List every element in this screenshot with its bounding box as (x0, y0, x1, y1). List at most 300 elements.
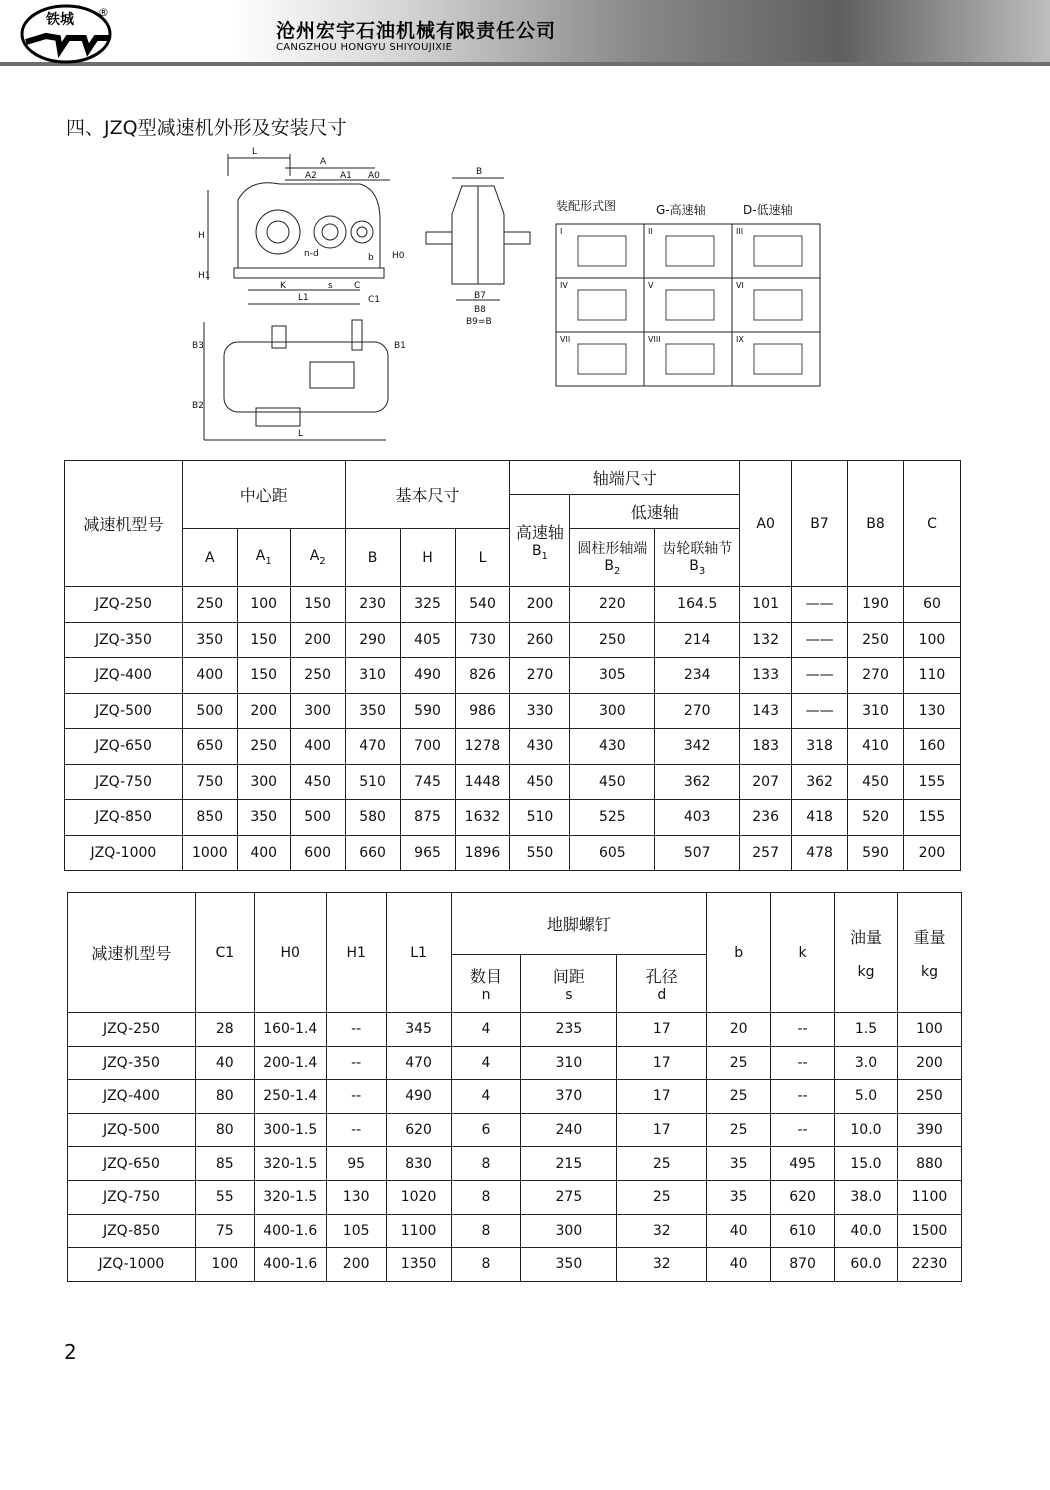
dim-B1: B1 (394, 341, 406, 351)
side-view-drawing (198, 147, 405, 305)
table-cell: 101 (740, 587, 792, 623)
table-cell: 400-1.6 (254, 1248, 326, 1282)
table-cell: 270 (848, 658, 904, 694)
table1-basic-dims-header: 基本尺寸 (345, 461, 510, 529)
table-cell: 200 (290, 622, 345, 658)
table-cell: 25 (617, 1180, 707, 1214)
table-cell: 8 (451, 1214, 521, 1248)
table-cell: 495 (771, 1147, 835, 1181)
table2-col-C1: C1 (195, 893, 254, 1013)
table-cell: 540 (455, 587, 510, 623)
table-cell: 28 (195, 1013, 254, 1047)
table-cell: 600 (290, 835, 345, 871)
assembly-num-4: IV (560, 281, 568, 290)
table-cell: 200-1.4 (254, 1046, 326, 1080)
table-cell: 25 (707, 1046, 771, 1080)
table-cell: 17 (617, 1080, 707, 1114)
table-cell: 290 (345, 622, 400, 658)
table2-spacing-header: 间距 (552, 967, 585, 986)
table-cell: 403 (655, 800, 740, 836)
table-cell: 350 (345, 693, 400, 729)
table-cell: 500 (182, 693, 237, 729)
assembly-num-6: VI (736, 281, 744, 290)
table-cell: 75 (195, 1214, 254, 1248)
front-view-drawing (426, 167, 530, 327)
table-cell: 270 (655, 693, 740, 729)
table-cell: 143 (740, 693, 792, 729)
table-cell: 235 (521, 1013, 617, 1047)
table-cell: 236 (740, 800, 792, 836)
table-cell: 510 (510, 800, 570, 836)
dim-B9: B9=B (466, 317, 492, 327)
table-cell: 160-1.4 (254, 1013, 326, 1047)
table-cell: -- (326, 1113, 386, 1147)
table1-col-B2-letter: B (604, 558, 614, 574)
table2-count-cell (451, 955, 521, 1013)
table1-model-header: 减速机型号 (65, 461, 183, 587)
table1-col-A2-letter: A (309, 548, 320, 564)
table-cell: 32 (617, 1214, 707, 1248)
table-cell: 40.0 (835, 1214, 898, 1248)
dim-b: b (368, 253, 374, 263)
table2-model-header: 减速机型号 (68, 893, 196, 1013)
table-cell: 525 (570, 800, 655, 836)
table-cell: 17 (617, 1046, 707, 1080)
table-cell: 250 (182, 587, 237, 623)
dimensions-table-1 (64, 460, 961, 871)
table-cell: 40 (195, 1046, 254, 1080)
table-cell: 35 (707, 1180, 771, 1214)
table-cell: 430 (570, 729, 655, 765)
table-cell: 200 (897, 1046, 961, 1080)
table1-col-B7: B7 (792, 461, 848, 587)
table1-col-A0: A0 (740, 461, 792, 587)
dim-H0: H0 (392, 251, 405, 261)
table-cell: 300 (521, 1214, 617, 1248)
table2-weight-unit: kg (920, 964, 938, 980)
table-cell: 850 (182, 800, 237, 836)
table-cell: 1020 (386, 1180, 451, 1214)
table-cell: 1632 (455, 800, 510, 836)
table-cell: 450 (848, 764, 904, 800)
table-cell: 620 (386, 1113, 451, 1147)
table-row (65, 729, 961, 765)
model-cell: JZQ-250 (68, 1013, 196, 1047)
dim-A0: A0 (368, 171, 380, 181)
company-logo (14, 2, 124, 64)
table2-col-L1: L1 (386, 893, 451, 1013)
table-row (68, 1214, 962, 1248)
table-cell: 215 (521, 1147, 617, 1181)
model-cell: JZQ-750 (65, 764, 183, 800)
table1-col-B3-sub: 3 (698, 566, 706, 577)
table-cell: 4 (451, 1013, 521, 1047)
model-cell: JZQ-1000 (65, 835, 183, 871)
table1-col-B8: B8 (848, 461, 904, 587)
logo-text: 铁城 (46, 12, 74, 28)
table-cell: 450 (510, 764, 570, 800)
table-cell: 430 (510, 729, 570, 765)
table-cell: 200 (510, 587, 570, 623)
table2-spacing-sym: s (565, 987, 573, 1003)
table-row (68, 1046, 962, 1080)
table1-col-C: C (903, 461, 960, 587)
table-cell: 207 (740, 764, 792, 800)
dim-A2: A2 (305, 171, 317, 181)
table-cell: 478 (792, 835, 848, 871)
table-cell: 605 (570, 835, 655, 871)
table-cell: 2230 (897, 1248, 961, 1282)
table-cell: 330 (510, 693, 570, 729)
model-cell: JZQ-350 (68, 1046, 196, 1080)
table-cell: 100 (897, 1013, 961, 1047)
table-cell: 40 (707, 1214, 771, 1248)
table-cell: 6 (451, 1113, 521, 1147)
table-cell: 300 (237, 764, 290, 800)
table-cell: 1896 (455, 835, 510, 871)
table-cell: 310 (848, 693, 904, 729)
table1-col-B2-sub: 2 (613, 566, 621, 577)
assembly-num-1: I (560, 227, 563, 236)
model-cell: JZQ-500 (68, 1113, 196, 1147)
table-row (65, 764, 961, 800)
table-cell: 318 (792, 729, 848, 765)
table-cell: 8 (451, 1180, 521, 1214)
table-cell: 405 (400, 622, 455, 658)
table1-col-B3 (655, 558, 739, 577)
table1-gear-coupling-header: 齿轮联轴节 (662, 541, 733, 557)
page-number: 2 (64, 1340, 77, 1364)
model-cell: JZQ-650 (65, 729, 183, 765)
table-row (68, 1080, 962, 1114)
table-cell: 830 (386, 1147, 451, 1181)
table-cell: 1100 (386, 1214, 451, 1248)
table1-low-speed-header: 低速轴 (570, 495, 740, 529)
table-cell: 250 (290, 658, 345, 694)
table2-count-header: 数目 (470, 967, 503, 986)
assembly-num-5: V (648, 281, 654, 290)
table1-header-row-1 (65, 461, 961, 495)
header-stripe (0, 62, 1050, 66)
table-cell: 350 (237, 800, 290, 836)
dim-L-side: L (252, 147, 258, 157)
table-cell: 183 (740, 729, 792, 765)
table-cell: 590 (400, 693, 455, 729)
dim-L1: L1 (298, 293, 309, 303)
table-row (65, 622, 961, 658)
table-cell: 325 (400, 587, 455, 623)
model-cell: JZQ-850 (65, 800, 183, 836)
assembly-d-label: D-低速轴 (743, 203, 793, 217)
company-name-cn: 沧州宏宇石油机械有限责任公司 (276, 20, 557, 42)
table-row (68, 1113, 962, 1147)
table-cell: 85 (195, 1147, 254, 1181)
section-title: 四、JZQ型减速机外形及安装尺寸 (66, 117, 347, 139)
model-cell: JZQ-400 (68, 1080, 196, 1114)
table1-high-speed-header: 高速轴 (515, 522, 564, 542)
table-cell: 25 (707, 1113, 771, 1147)
table-cell: 342 (655, 729, 740, 765)
table1-center-distance-header: 中心距 (182, 461, 345, 529)
table1-col-A1 (237, 529, 290, 587)
table-cell: 80 (195, 1080, 254, 1114)
table2-oil-cell (835, 893, 898, 1013)
table-cell: 55 (195, 1180, 254, 1214)
model-cell: JZQ-500 (65, 693, 183, 729)
table-cell: 25 (617, 1147, 707, 1181)
table-cell: 745 (400, 764, 455, 800)
table-cell: 1000 (182, 835, 237, 871)
assembly-form-diagram (556, 198, 820, 386)
table-cell: 650 (182, 729, 237, 765)
table-cell: 370 (521, 1080, 617, 1114)
table-cell: 110 (903, 658, 960, 694)
table-cell: 880 (897, 1147, 961, 1181)
table-cell: 870 (771, 1248, 835, 1282)
table-cell: 310 (345, 658, 400, 694)
table-cell: 390 (897, 1113, 961, 1147)
dim-C1: C1 (368, 295, 381, 305)
table-cell: 965 (400, 835, 455, 871)
table1-body (65, 587, 961, 871)
table1-gear-coupling-cell (655, 529, 740, 587)
table-cell: 5.0 (835, 1080, 898, 1114)
assembly-title: 装配形式图 (556, 199, 617, 213)
table2-hole-sym: d (657, 987, 667, 1003)
model-cell: JZQ-750 (68, 1180, 196, 1214)
table-cell: 20 (707, 1013, 771, 1047)
table-cell: 470 (345, 729, 400, 765)
table-cell: 250 (848, 622, 904, 658)
table-cell: -- (771, 1013, 835, 1047)
assembly-num-7: VII (560, 335, 571, 344)
dim-K: K (280, 281, 286, 291)
table-cell: 250-1.4 (254, 1080, 326, 1114)
table-cell: 500 (290, 800, 345, 836)
table-cell: 40 (707, 1248, 771, 1282)
model-cell: JZQ-250 (65, 587, 183, 623)
table-cell: 250 (570, 622, 655, 658)
top-view-drawing (192, 320, 406, 440)
table2-col-H1: H1 (326, 893, 386, 1013)
table-cell: 362 (655, 764, 740, 800)
table-cell: 507 (655, 835, 740, 871)
assembly-num-8: VIII (648, 335, 661, 344)
table-cell: 133 (740, 658, 792, 694)
table-cell: 155 (903, 800, 960, 836)
table-cell: 150 (237, 658, 290, 694)
table-cell: 17 (617, 1013, 707, 1047)
table-cell: -- (771, 1080, 835, 1114)
table-cell: 305 (570, 658, 655, 694)
registered-mark: ® (98, 6, 109, 19)
table-cell: 470 (386, 1046, 451, 1080)
table1-cylindrical-header: 圆柱形轴端 (577, 541, 648, 557)
table-cell: 450 (290, 764, 345, 800)
table1-cylindrical-cell (570, 529, 655, 587)
technical-drawings (190, 140, 830, 460)
table-cell: 580 (345, 800, 400, 836)
table1-col-B3-letter: B (689, 558, 699, 574)
table-cell: 32 (617, 1248, 707, 1282)
table2-hole-cell (617, 955, 707, 1013)
table-cell: -- (326, 1013, 386, 1047)
table-cell: -- (326, 1080, 386, 1114)
model-cell: JZQ-400 (65, 658, 183, 694)
table1-shaft-end-header: 轴端尺寸 (510, 461, 740, 495)
table-cell: —— (792, 622, 848, 658)
table-cell: 1500 (897, 1214, 961, 1248)
table-cell: 610 (771, 1214, 835, 1248)
table-cell: 310 (521, 1046, 617, 1080)
table-cell: 400 (237, 835, 290, 871)
table-cell: 25 (707, 1080, 771, 1114)
table-row (65, 835, 961, 871)
table-cell: 150 (237, 622, 290, 658)
table-cell: 160 (903, 729, 960, 765)
table-cell: 410 (848, 729, 904, 765)
table-cell: 1100 (897, 1180, 961, 1214)
table-row (68, 1013, 962, 1047)
table-cell: 620 (771, 1180, 835, 1214)
table-cell: 418 (792, 800, 848, 836)
table-cell: 164.5 (655, 587, 740, 623)
assembly-g-label: G-高速轴 (656, 203, 706, 217)
table-cell: 550 (510, 835, 570, 871)
table-cell: 300 (290, 693, 345, 729)
table1-col-B1-letter: B (531, 542, 542, 559)
model-cell: JZQ-850 (68, 1214, 196, 1248)
table-cell: 60.0 (835, 1248, 898, 1282)
table-cell: 95 (326, 1147, 386, 1181)
table-cell: 100 (903, 622, 960, 658)
table-cell: 490 (400, 658, 455, 694)
table-cell: -- (771, 1113, 835, 1147)
table-cell: 234 (655, 658, 740, 694)
table-cell: 400-1.6 (254, 1214, 326, 1248)
table-cell: 730 (455, 622, 510, 658)
table-cell: 200 (326, 1248, 386, 1282)
table-cell: 214 (655, 622, 740, 658)
table-row (68, 1248, 962, 1282)
table-cell: —— (792, 587, 848, 623)
table-cell: 270 (510, 658, 570, 694)
table-cell: 80 (195, 1113, 254, 1147)
table-cell: 155 (903, 764, 960, 800)
table-row (68, 1180, 962, 1214)
table-cell: 132 (740, 622, 792, 658)
table2-weight-cell (897, 893, 961, 1013)
dim-B3: B3 (192, 341, 204, 351)
table-cell: 400 (182, 658, 237, 694)
table-cell: 250 (897, 1080, 961, 1114)
table-cell: 660 (345, 835, 400, 871)
table-cell: 1448 (455, 764, 510, 800)
table1-col-A1-letter: A (255, 548, 266, 564)
table-cell: 257 (740, 835, 792, 871)
model-cell: JZQ-650 (68, 1147, 196, 1181)
table-row (68, 1147, 962, 1181)
table-cell: 362 (792, 764, 848, 800)
table-cell: 320-1.5 (254, 1180, 326, 1214)
table-cell: 10.0 (835, 1113, 898, 1147)
table-cell: 520 (848, 800, 904, 836)
table1-high-speed-cell (510, 495, 570, 587)
dim-L-top: L (298, 429, 304, 439)
dimensions-table-2 (67, 892, 962, 1282)
table-cell: 1278 (455, 729, 510, 765)
table2-count-sym: n (481, 987, 491, 1003)
table-cell: 4 (451, 1080, 521, 1114)
table-cell: 700 (400, 729, 455, 765)
table-cell: 350 (182, 622, 237, 658)
table-cell: 4 (451, 1046, 521, 1080)
table-cell: 100 (237, 587, 290, 623)
table-cell: 400 (290, 729, 345, 765)
table2-hole-header: 孔径 (645, 967, 678, 986)
assembly-num-3: III (736, 227, 744, 236)
page-header (0, 0, 1050, 66)
table-cell: 260 (510, 622, 570, 658)
table-cell: —— (792, 693, 848, 729)
table2-col-H0: H0 (254, 893, 326, 1013)
table-cell: 510 (345, 764, 400, 800)
table1-col-H: H (400, 529, 455, 587)
table2-col-k: k (771, 893, 835, 1013)
table-cell: 750 (182, 764, 237, 800)
table-cell: 15.0 (835, 1147, 898, 1181)
table-cell: 590 (848, 835, 904, 871)
table-cell: -- (771, 1046, 835, 1080)
table1-col-B1 (510, 543, 569, 562)
dim-A: A (320, 157, 327, 167)
table2-header-row-1 (68, 893, 962, 955)
assembly-num-9: IX (736, 335, 744, 344)
table-cell: 17 (617, 1113, 707, 1147)
assembly-num-2: II (648, 227, 653, 236)
table-row (65, 693, 961, 729)
dim-C: C (354, 281, 361, 291)
dim-B2: B2 (192, 401, 204, 411)
table1-col-A1-sub: 1 (265, 556, 272, 567)
table-cell: 38.0 (835, 1180, 898, 1214)
table-cell: 220 (570, 587, 655, 623)
table-cell: 105 (326, 1214, 386, 1248)
table1-col-B2 (570, 558, 654, 577)
table-cell: 300 (570, 693, 655, 729)
table-cell: 8 (451, 1248, 521, 1282)
table2-weight-header: 重量 (913, 928, 946, 947)
table-cell: 240 (521, 1113, 617, 1147)
table2-body (68, 1013, 962, 1282)
table1-col-A: A (182, 529, 237, 587)
dim-B7: B7 (474, 291, 486, 301)
table2-col-b: b (707, 893, 771, 1013)
table-row (65, 587, 961, 623)
table-cell: 300-1.5 (254, 1113, 326, 1147)
table-cell: 130 (903, 693, 960, 729)
table-cell: 230 (345, 587, 400, 623)
table-cell: -- (326, 1046, 386, 1080)
table1-col-L: L (455, 529, 510, 587)
table-cell: 130 (326, 1180, 386, 1214)
company-name-en: CANGZHOU HONGYU SHIYOUJIXIE (276, 42, 453, 53)
table-cell: 350 (521, 1248, 617, 1282)
table-cell: 275 (521, 1180, 617, 1214)
model-cell: JZQ-350 (65, 622, 183, 658)
table-row (65, 800, 961, 836)
table1-col-A2 (290, 529, 345, 587)
